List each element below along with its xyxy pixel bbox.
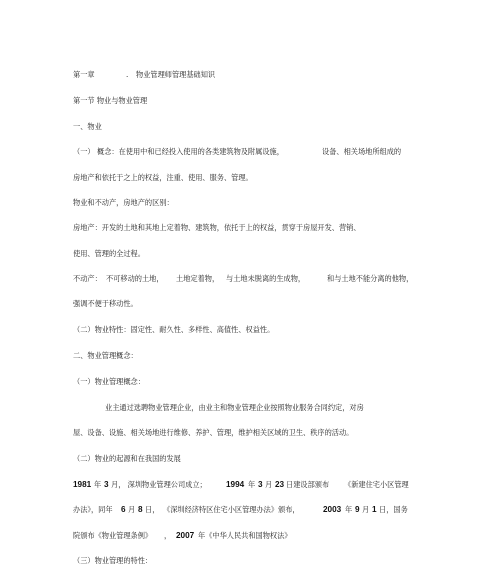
year-2007: 2007 [176, 531, 195, 540]
def-text-part2: 设备、相关场地所组成的 [322, 147, 402, 156]
property-traits: （二）物业特性：固定性、耐久性、多样性、高值性、权益性。 [73, 325, 275, 334]
month-3: 3 [104, 480, 109, 489]
realestate-def: 房地产：开发的土地和其地上定着物、建筑物，依托于上的权益，贯穿于房屋开发、营销、 [73, 223, 361, 232]
day-23: 23 [275, 480, 285, 489]
def-text-part1: 概念：在使用中和已经投入使用的各类建筑物及附属设施， [97, 147, 284, 156]
diff-heading: 物业和不动产，房地产的区别： [73, 198, 174, 207]
yue-2: 月 [128, 505, 136, 514]
chapter-dot: . [126, 70, 129, 79]
pm-concept-heading: （一）物业管理概念： [73, 377, 145, 386]
heading-1: 一、物业 [73, 122, 102, 131]
pm-traits-heading: （三）物业管理的特性： [73, 556, 153, 565]
origin-heading: （二）物业的起源和在我国的发展 [73, 454, 181, 463]
shenzhen-reg: 《深圳经济特区住宅小区管理办法》颁布， [163, 505, 300, 514]
month-9: 9 [355, 505, 360, 514]
method-text: 办法》，同年 [73, 505, 113, 514]
state-council-1: 日，国务 [379, 505, 408, 514]
nian-2: 年 [248, 480, 256, 489]
immovable-part1: 不可移动的土地， [106, 274, 164, 283]
immovable-part2: 土地定着物， [176, 274, 220, 283]
ministry-issued: 日建设部颁布 [286, 480, 330, 489]
pm-concept-line2: 屋、设备、设施、相关场地进行维修、养护、管理，维护相关区域的卫生、秩序的活动。 [73, 428, 354, 437]
heading-2: 二、物业管理概念： [73, 351, 138, 360]
year-2003: 2003 [323, 505, 342, 514]
section-title: 第一节 物业与物业管理 [73, 96, 148, 105]
chapter-number: 第一章 [73, 70, 95, 79]
year-1981: 1981 [73, 480, 92, 489]
chapter-title: 物业管理师管理基础知识 [136, 70, 216, 79]
day-8: 8 [138, 505, 143, 514]
month-3b: 3 [258, 480, 263, 489]
company-founded: 月， 深圳物业管理公司成立； [111, 480, 207, 489]
nian-3: 年 [345, 505, 353, 514]
immovable-label: 不动产： [73, 274, 102, 283]
nian-1: 年 [94, 480, 102, 489]
property-law: 年《中华人民共和国物权法》 [198, 531, 292, 540]
year-1994: 1994 [226, 480, 245, 489]
comma: ， [164, 531, 172, 540]
pm-concept-line1: 业主通过选聘物业管理企业，由业主和物业管理企业按照物业服务合同约定，对房 [105, 403, 364, 412]
day-1: 1 [372, 505, 377, 514]
month-6: 6 [121, 505, 126, 514]
ri-1: 日， [145, 505, 160, 514]
yue-3: 月 [362, 505, 370, 514]
yue-1: 月 [265, 480, 273, 489]
regulation-title-1: 《新建住宅小区管理 [344, 480, 409, 489]
def-label: （一） [73, 147, 95, 156]
realestate-def-cont: 使用、管理的全过程。 [73, 249, 145, 258]
immovable-part3: 与土地未脱离的生成物， [226, 274, 306, 283]
immovable-cont: 强调不便于移动性。 [73, 299, 138, 308]
def-text-cont: 房地产和依托于之上的权益，注重、使用、服务、管理。 [73, 173, 253, 182]
immovable-part4: 和与土地不能分离的他物， [327, 274, 414, 283]
state-council-2: 院颁布《物业管理条例》 [73, 531, 153, 540]
